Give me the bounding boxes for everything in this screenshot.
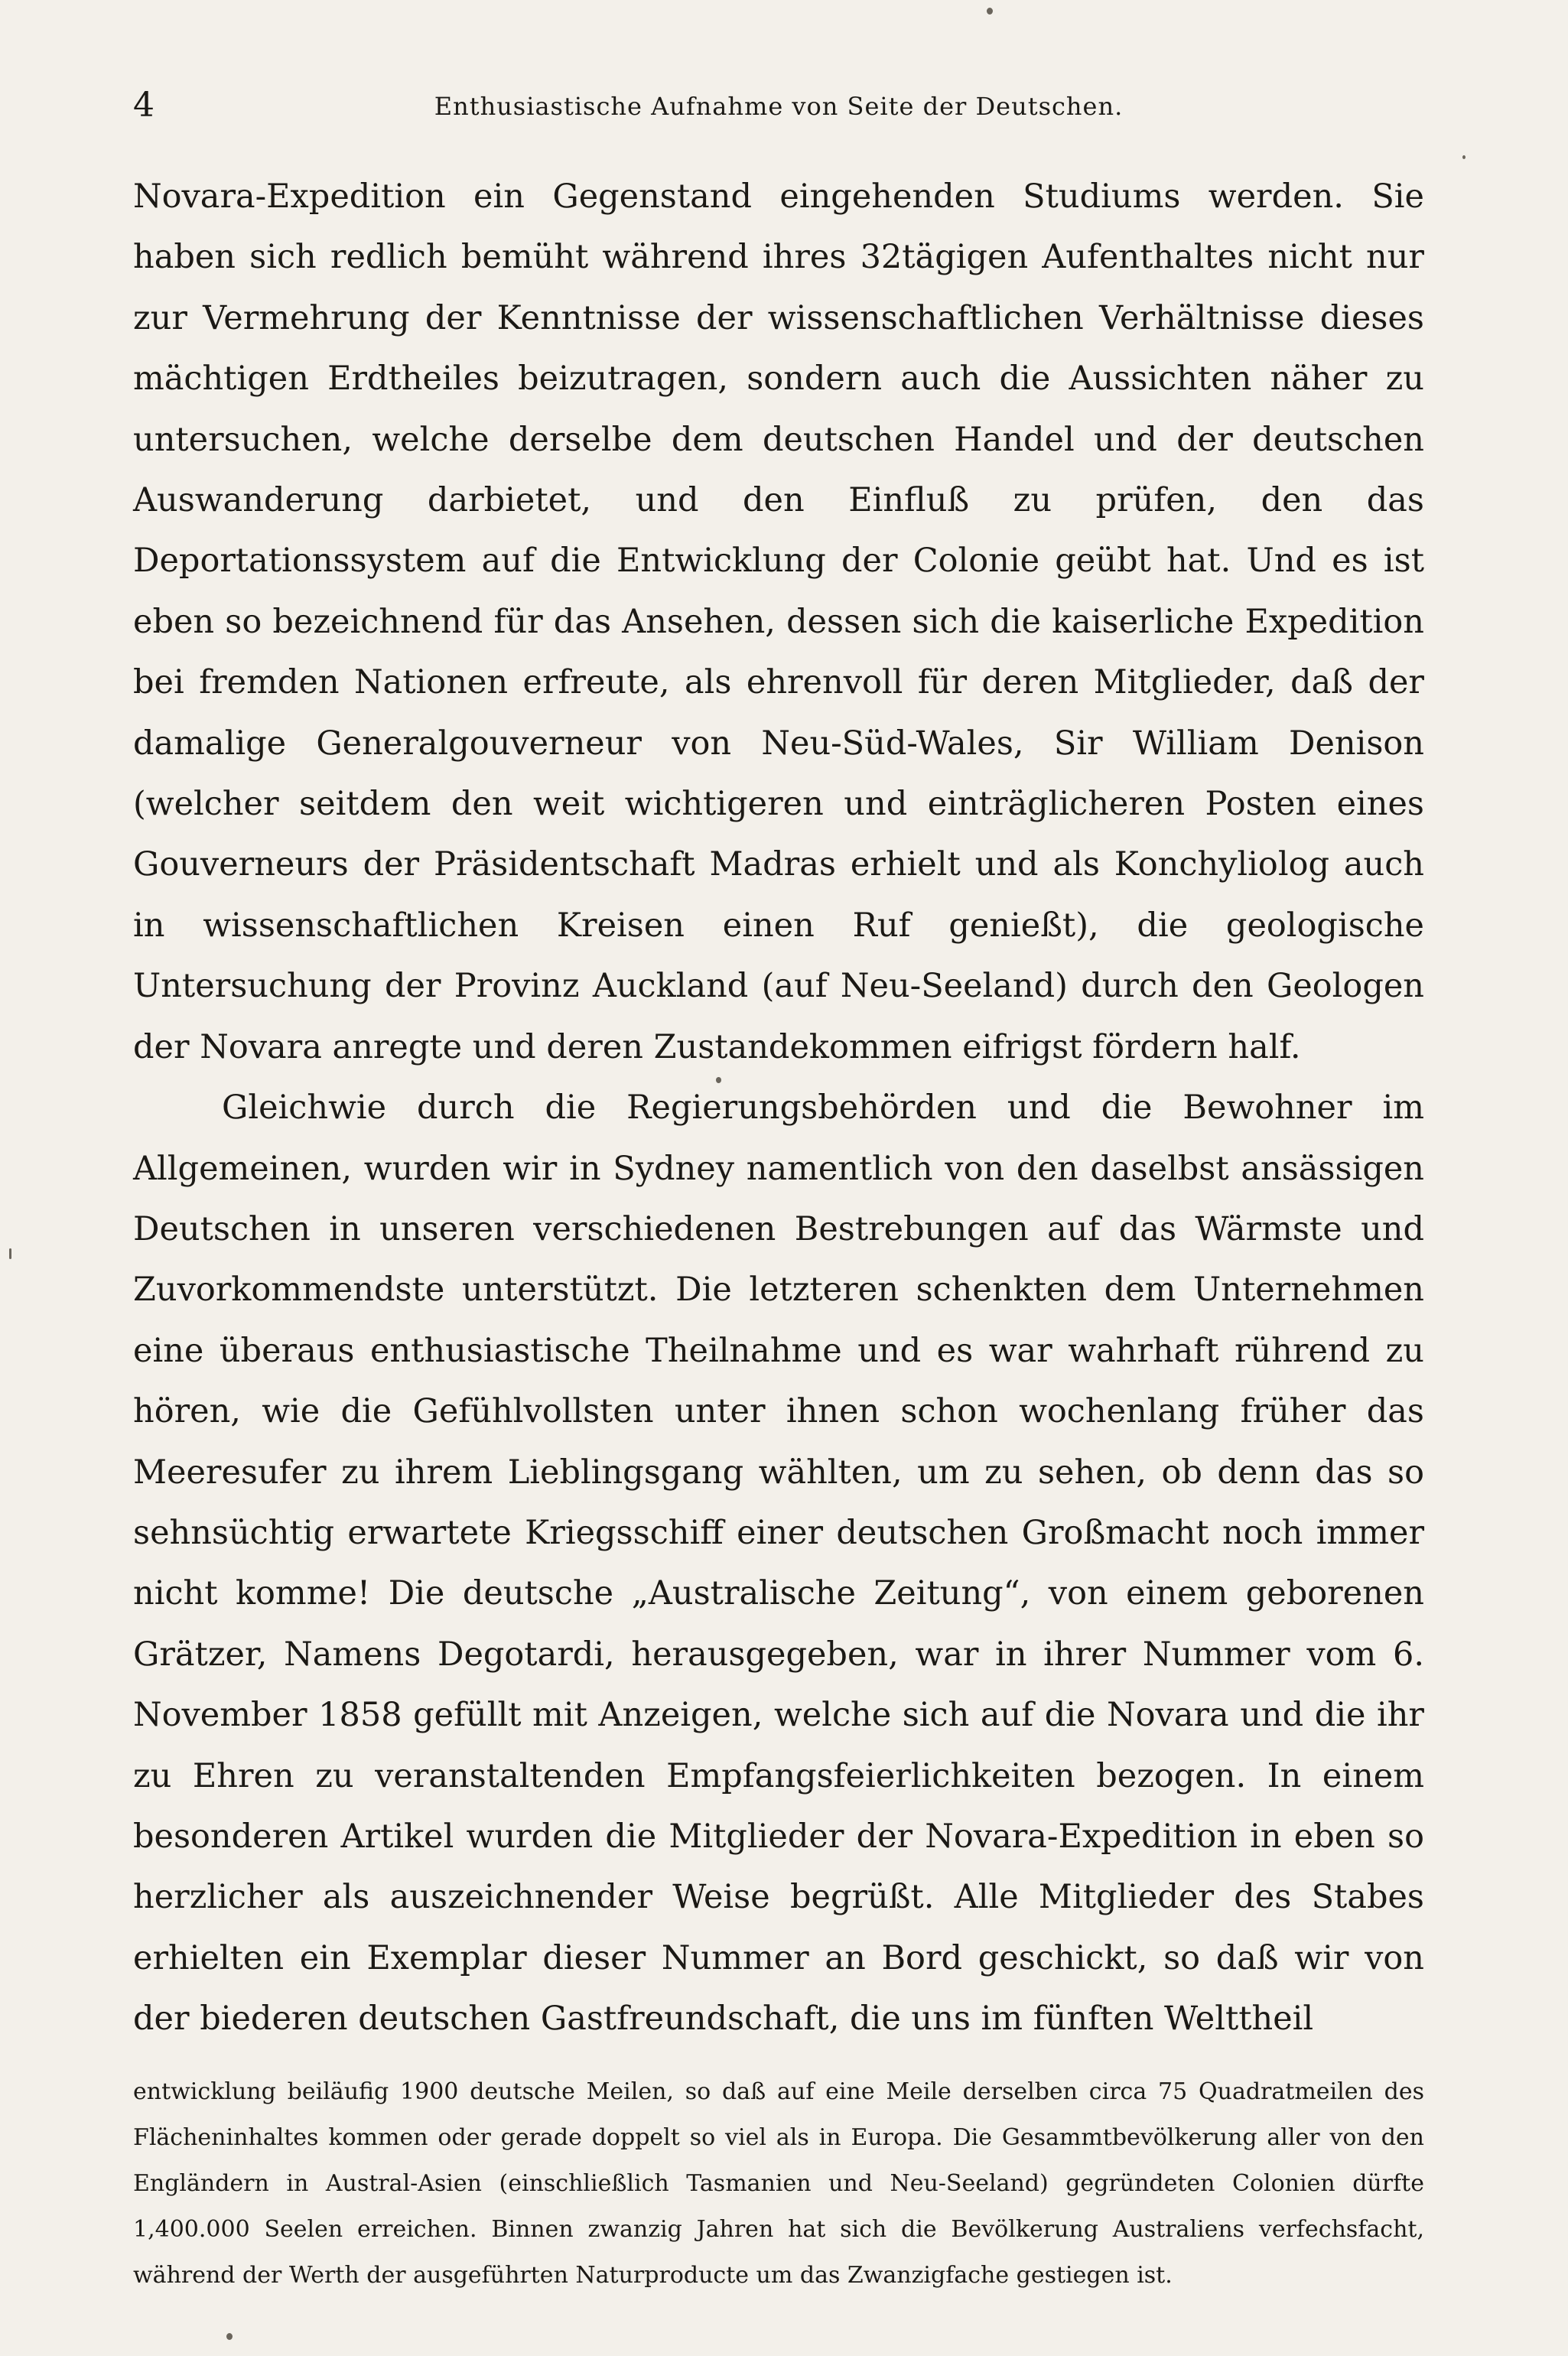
footnote bbox=[133, 2069, 1424, 2299]
running-head: Enthusiastische Aufnahme von Seite der Deutschen. bbox=[434, 92, 1124, 121]
paper-speck bbox=[226, 2333, 233, 2340]
page-number: 4 bbox=[133, 86, 155, 125]
page-header bbox=[128, 83, 1429, 129]
paper-speck bbox=[9, 1248, 11, 1259]
paragraph: Novara-Expedition ein Gegenstand eingehenden Studiums werden. Sie haben sich redlich bemüht während ihres 32tägigen Aufenthaltes nicht nur zur Vermehrung der Kenntnisse der wissenschaftlichen Verhältnisse dieses mächtigen Erdtheiles beizutragen, sondern auch die Aussichten näher zu untersuchen, welche derselbe dem deutschen Handel und der deutschen Auswanderung darbietet, und den Einfluß zu prüfen, den das Deportationssystem auf die Entwicklung der Colonie geübt hat. Und es ist eben so bezeichnend für das Ansehen, dessen sich die kaiserliche Expedition bei fremden Nationen erfreute, als ehrenvoll für deren Mitglieder, daß der damalige Generalgouverneur von Neu-Süd-Wales, Sir William Denison (welcher seitdem den weit wichtigeren und einträglicheren Posten eines Gouverneurs der Präsidentschaft Madras erhielt und als Konchyliolog auch in wissenschaftlichen Kreisen einen Ruf genießt), die geologische Untersuchung der Provinz Auckland (auf Neu-Seeland) durch den Geologen der Novara anregte und deren Zustandekommen eifrigst fördern half. bbox=[133, 177, 1424, 1066]
paper-speck bbox=[987, 8, 993, 15]
paragraph: Gleichwie durch die Regierungsbehörden und die Bewohner im Allgemeinen, wurden wir in Sydney namentlich von den daselbst ansässigen Deutschen in unseren verschiedenen Bestrebungen auf das Wärmste und Zuvorkommendste unterstützt. Die letzteren schenkten dem Unternehmen eine überaus enthusiastische Theilnahme und es war wahrhaft rührend zu hören, wie die Gefühlvollsten unter ihnen schon wochenlang früher das Meeresufer zu ihrem Lieblingsgang wählten, um zu sehen, ob denn das so sehnsüchtig erwartete Kriegsschiff einer deutschen Großmacht noch immer nicht komme! Die deutsche „Australische Zeitung“, von einem geborenen Grätzer, Namens Degotardi, herausgegeben, war in ihrer Nummer vom 6. November 1858 gefüllt mit Anzeigen, welche sich auf die Novara und die ihr zu Ehren zu veranstaltenden Empfangsfeierlichkeiten bezogen. In einem besonderen Artikel wurden die Mitglieder der Novara-Expedition in eben so herzlicher als auszeichnender Weise begrüßt. Alle Mitglieder des Stabes erhielten ein Exemplar dieser Nummer an Bord geschickt, so daß wir von der biederen deutschen Gastfreundschaft, die uns im fünften Welttheil bbox=[133, 1089, 1424, 2039]
body-text bbox=[133, 167, 1424, 2050]
paper-speck bbox=[1462, 155, 1466, 159]
footnote-text: entwicklung beiläufig 1900 deutsche Meilen, so daß auf eine Meile derselben circa 75 Quadratmeilen des Flächeninhaltes kommen oder gerade doppelt so viel als in Europa. Die Gesammtbevölkerung aller von den Engländern in Austral-Asien (einschließlich Tasmanien und Neu-Seeland) gegründeten Colonien dürfte 1,400.000 Seelen erreichen. Binnen zwanzig Jahren hat sich die Bevölkerung Australiens verfechsfacht, während der Werth der ausgeführten Naturproducte um das Zwanzigfache gestiegen ist. bbox=[133, 2078, 1424, 2289]
